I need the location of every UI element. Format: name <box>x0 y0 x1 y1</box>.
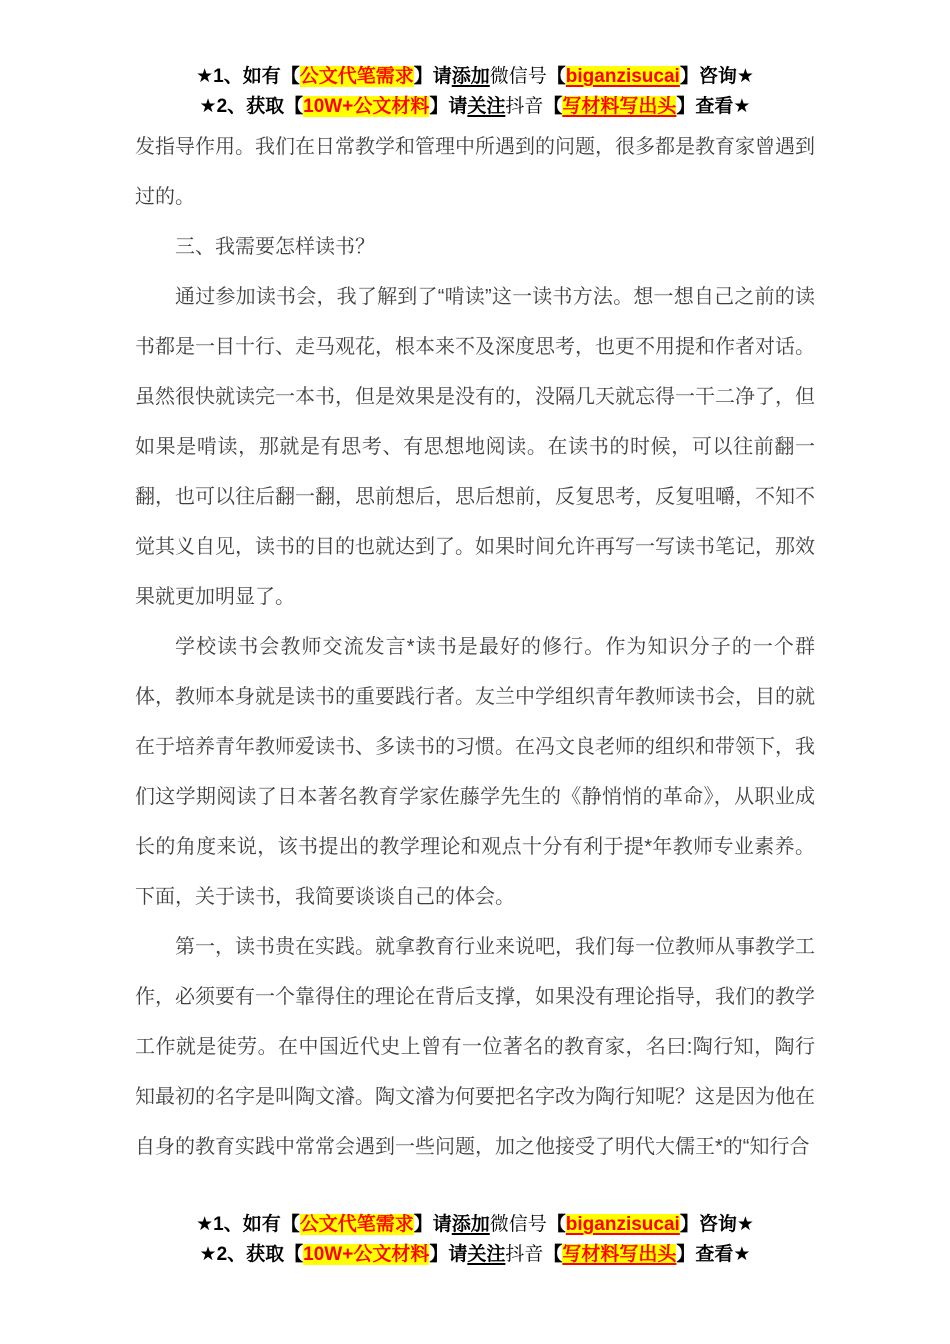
promo-segment: 添加 <box>451 66 490 87</box>
paragraph: 发指导作用。我们在日常教学和管理中所遇到的问题，很多都是教育家曾遇到过的。 <box>135 136 815 208</box>
promo-segment: 抖音 <box>505 96 544 117</box>
promo-segment: 【 <box>543 1244 563 1265</box>
promo-line-1 <box>135 62 815 92</box>
promo-line-2 <box>135 92 815 122</box>
promo-segment: 公文代笔需求 <box>299 66 414 87</box>
promo-segment: ★2、获取【 <box>199 96 304 117</box>
promo-segment: 写材料写出头 <box>562 1244 677 1265</box>
promo-segment: 】请 <box>413 66 452 87</box>
paragraph: 通过参加读书会，我了解到了“啃读”这一读书方法。想一想自己之前的读书都是一目十行、走马观花，根本来不及深度思考，也更不用提和作者对话。虽然很快就读完一本书，但是效果是没有的，没隔几天就忘得一干二净了，但如果是啃读，那就是有思考、有思想地阅读。在读书的时候，可以往前翻一翻，也可以往后翻一翻，思前想后，思后想前，反复思考，反复咀嚼，不知不觉其义自见，读书的目的也就达到了。如果时间允许再写一写读书笔记，那效果就更加明显了。 <box>135 286 815 608</box>
promo-segment: 】请 <box>413 1214 452 1235</box>
promo-segment: 公文代笔需求 <box>299 1214 414 1235</box>
promo-segment: 【 <box>546 66 566 87</box>
paragraph: 三、我需要怎样读书？ <box>175 236 375 258</box>
promo-segment: 】咨询★ <box>679 66 754 87</box>
promo-segment: 】咨询★ <box>679 1214 754 1235</box>
promo-segment: 关注 <box>467 1244 506 1265</box>
promo-segment: 】查看★ <box>676 96 751 117</box>
promo-segment: 微信号 <box>489 66 547 87</box>
promo-segment: 10W+公文材料 <box>303 96 430 117</box>
promo-segment: 】请 <box>429 1244 468 1265</box>
promo-segment: biganzisucai <box>565 66 680 87</box>
promo-line-2 <box>135 1240 815 1270</box>
promo-segment: 抖音 <box>505 1244 544 1265</box>
promo-segment: ★2、获取【 <box>199 1244 304 1265</box>
promo-segment: 10W+公文材料 <box>303 1244 430 1265</box>
promo-banner-top <box>135 62 815 122</box>
promo-segment: 】请 <box>429 96 468 117</box>
paragraph: 学校读书会教师交流发言*读书是最好的修行。作为知识分子的一个群体，教师本身就是读书的重要践行者。友兰中学组织青年教师读书会，目的就在于培养青年教师爱读书、多读书的习惯。在冯文良老师的组织和带领下，我们这学期阅读了日本著名教育学家佐藤学先生的《静悄悄的革命》，从职业成长的角度来说，该书提出的教学理论和观点十分有利于提*年教师专业素养。下面，关于读书，我简要谈谈自己的体会。 <box>135 636 815 908</box>
promo-line-1 <box>135 1210 815 1240</box>
promo-segment: 】查看★ <box>676 1244 751 1265</box>
promo-banner-bottom <box>135 1210 815 1270</box>
promo-segment: ★1、如有【 <box>196 1214 300 1235</box>
promo-segment: 关注 <box>467 96 506 117</box>
paragraph: 第一，读书贵在实践。就拿教育行业来说吧，我们每一位教师从事教学工作，必须要有一个靠得住的理论在背后支撑，如果没有理论指导，我们的教学工作就是徒劳。在中国近代史上曾有一位著名的教育家，名曰:陶行知，陶行知最初的名字是叫陶文濬。陶文濬为何要把名字改为陶行知呢？这是因为他在自身的教育实践中常常会遇到一些问题，加之他接受了明代大儒王*的“知行合 <box>135 936 815 1158</box>
promo-segment: 添加 <box>451 1214 490 1235</box>
promo-segment: 【 <box>546 1214 566 1235</box>
promo-segment: 写材料写出头 <box>562 96 677 117</box>
promo-segment: ★1、如有【 <box>196 66 300 87</box>
document-body <box>135 122 815 1172</box>
promo-segment: 【 <box>543 96 563 117</box>
promo-segment: biganzisucai <box>565 1214 680 1235</box>
promo-segment: 微信号 <box>489 1214 547 1235</box>
